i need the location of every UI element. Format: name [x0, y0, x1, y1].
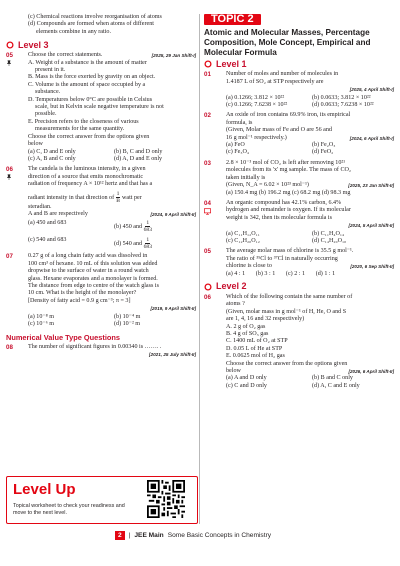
footer-separator: |	[128, 532, 131, 539]
option-a[interactable]: (a) 10⁻⁸ m	[28, 313, 54, 320]
topic-badge: TOPIC 2	[204, 14, 261, 25]
question-01	[204, 71, 394, 109]
question-text: A and B are respectively	[28, 210, 88, 217]
right-column	[204, 14, 394, 390]
question-text: An oxide of iron contains 69.9% iron, its empirical	[226, 112, 351, 119]
question-text: 100 cm³ of hexane. 10 mL of this solution was added	[28, 260, 158, 267]
level-1-heading	[204, 60, 394, 68]
question-text: Number of moles and number of molecules in	[226, 71, 339, 78]
option-c[interactable]: (c) 0.1266; 7.6238 × 10²²	[226, 102, 288, 109]
column-divider	[199, 14, 200, 524]
option-c[interactable]: (c) Fe₃O₄	[226, 149, 250, 156]
statement: E. Precision refers to the closeness of various	[28, 118, 139, 125]
option-text: elements combine in any ratio.	[36, 28, 111, 35]
option-b[interactable]: (b) C₁₁H₄O₁₄	[312, 230, 345, 237]
exam-reference: [2025, 4 April Shift-I]	[349, 87, 394, 93]
level-ring-icon	[6, 41, 14, 49]
option-d[interactable]: (d) FeO₂	[312, 149, 334, 156]
page-number: 2	[115, 531, 125, 540]
option-d[interactable]: (d) 540 and $\frac{1}{683}$	[114, 237, 153, 251]
option-a[interactable]: (a) 450 and 683	[28, 220, 67, 227]
option-c[interactable]: (c) C₁₂H₂₀O₁₂	[226, 237, 260, 244]
question-text: steradian.	[28, 203, 52, 210]
answer-options-row[interactable]: (a) 4 : 1 (b) 3 : 1 (c) 2 : 1 (d) 1 : 1	[226, 270, 336, 277]
question-text: atoms ?	[226, 301, 245, 308]
question-03	[204, 160, 394, 197]
level-3-heading	[6, 41, 196, 49]
statement: E. 0.0625 mol of H₂ gas	[226, 353, 285, 360]
answer-options	[28, 220, 196, 250]
question-text: weight is 342, then its molecular formula is	[226, 214, 332, 221]
fraction-1-over-683: $\frac{1}{683}$	[143, 220, 153, 234]
question-07	[6, 253, 196, 328]
option-d[interactable]: (d) 10⁻² m	[114, 321, 141, 327]
question-number: 03	[204, 159, 211, 167]
exam-reference: [2020, 6 Sep Shift-II]	[350, 264, 394, 270]
answer-options	[226, 142, 394, 157]
statement: measurements for the same quantity.	[35, 126, 125, 133]
question-number: 05	[204, 248, 211, 256]
question-text: radiant intensity in that direction of	[28, 194, 115, 201]
question-08	[6, 344, 196, 360]
level-2-label: Level 2	[216, 281, 247, 292]
option-c[interactable]: (c) 540 and 683	[28, 237, 67, 244]
exam-reference: [2019, 9 April Shift-II]	[150, 306, 196, 312]
question-text: Choose the correct statements.	[28, 52, 103, 59]
question-text: 16 g mol⁻¹ respectively.)	[226, 134, 287, 141]
question-text: 10 cm. What is the height of the monolayer?	[28, 290, 137, 297]
level-1-label: Level 1	[216, 58, 247, 69]
option-b[interactable]: (b) 10⁻⁴ m	[114, 313, 141, 320]
question-02	[204, 112, 394, 156]
pin-icon	[6, 174, 12, 180]
statement: possible.	[35, 111, 57, 118]
question-text: (Given, Molar mass of Fe and O are 56 and	[226, 127, 332, 134]
answer-options	[226, 95, 394, 110]
question-text: chlorine is close to	[226, 263, 272, 270]
option-c[interactable]: (c) 10⁻⁶ m	[28, 321, 54, 327]
question-text: direction of a source that emits monochromatic	[28, 173, 144, 180]
question-05-right	[204, 248, 394, 278]
question-06	[6, 166, 196, 250]
question-number: 04	[204, 199, 211, 207]
question-text: molecules from its 'x' mg sample. The mass of CO₂	[226, 167, 352, 174]
question-number: 05	[6, 52, 13, 60]
question-text: (Given, molar mass in g mol⁻¹ of H, He, O and S	[226, 308, 347, 315]
book-title: JEE Main	[134, 532, 164, 539]
level-up-box[interactable]	[6, 476, 198, 524]
level-ring-icon	[204, 283, 212, 291]
level-up-title: Level Up	[13, 481, 76, 498]
left-column	[6, 14, 196, 360]
statement: D. Temperatures below 0°C are possible in Celsius	[28, 96, 153, 103]
option-text: (d) Compounds are formed when atoms of different	[28, 21, 154, 28]
question-text: Choose the correct answer from the options given	[226, 360, 348, 367]
question-05	[6, 52, 196, 163]
statement: Choose the correct answer from the options given	[28, 133, 150, 140]
question-04	[204, 200, 394, 245]
answer-options	[28, 314, 196, 329]
fraction-1-over-683: $\frac{1}{683}$	[143, 237, 153, 251]
question-text: taken initially is	[226, 174, 266, 181]
question-number: 01	[204, 71, 211, 79]
computer-icon	[204, 208, 211, 215]
option-a[interactable]: (a) 0.1266; 3.812 × 10²²	[226, 94, 285, 101]
exam-reference: [2024, 9 April Shift-II]	[150, 211, 196, 217]
option-text: (c) Chemical reactions involve reorganisation of atoms	[28, 14, 162, 20]
question-text: 2.8 × 10⁻³ mol of CO₂ is left after removing 10²¹	[226, 159, 346, 166]
option-a[interactable]: (a) C₁₁H₁₂O₁₁	[226, 230, 260, 237]
option-d[interactable]: (d) C₁₄H₂₀O₁₀	[312, 237, 347, 244]
question-text: are 1, 4, 16 and 32 respectively)	[226, 316, 305, 323]
question-number: 06	[6, 166, 13, 174]
exam-reference: [2026, 6 April Shift-II]	[348, 369, 394, 375]
question-number: 08	[6, 343, 13, 351]
option-a[interactable]: (a) A and D only	[226, 375, 267, 382]
exam-reference: [2025, 29 Jan Shift-I]	[151, 53, 196, 59]
question-text: hydrogen and remainder is oxygen. If its molecular	[226, 207, 351, 214]
question-text: 0.27 g of a long chain fatty acid was dissolved in	[28, 253, 148, 260]
question-text: An organic compound has 42.1% carbon, 6.4%	[226, 199, 342, 206]
question-number: 02	[204, 112, 211, 120]
level-3-label: Level 3	[18, 39, 49, 50]
question-06-right	[204, 294, 394, 390]
fraction-1-over-b: $\frac{1}{B}$	[116, 190, 120, 204]
statement: D. 0.05 L of He at STP	[226, 345, 283, 352]
question-text: The average molar mass of chlorine is 35.5 g mol⁻¹.	[226, 248, 354, 255]
option-b[interactable]: (b) 450 and $\frac{1}{683}$	[114, 220, 153, 234]
question-text: dropwise to the surface of water in a round watch	[28, 268, 149, 275]
statement: below	[28, 141, 43, 148]
question-text: 1.4187 L of SO₂ at STP respectively are	[226, 78, 324, 85]
statement: B. 4 g of SO₃ gas	[226, 331, 269, 337]
option-b[interactable]: (b) B and C only	[312, 375, 353, 382]
statement: A. 2 g of O₂ gas	[226, 323, 266, 330]
answer-options	[226, 231, 394, 246]
exam-reference: [2025, 23 Jan Shift-II]	[348, 183, 394, 189]
question-text: The distance from edge to centre of the watch glass is	[28, 282, 159, 289]
exam-reference: [2021, 25 July Shift-II]	[149, 352, 196, 358]
level-up-description: Topical worksheet to check your readiness and move to the next level.	[13, 503, 125, 516]
statement: A. Weight of a substance is the amount of matter	[28, 59, 147, 66]
option-b[interactable]: (b) B, C and D only	[114, 148, 163, 155]
question-number: 06	[204, 293, 211, 301]
chapter-title: Some Basic Concepts in Chemistry	[167, 532, 272, 539]
question-text: glass. Hexane evaporates and a monolayer is formed.	[28, 275, 158, 282]
level-2-heading	[204, 283, 394, 291]
question-text: Which of the following contain the same number of	[226, 293, 353, 300]
option-c[interactable]: (c) C and D only	[226, 382, 267, 389]
statement: B. Mass is the force exerted by gravity on an object.	[28, 74, 156, 81]
statement: C. Volume is the amount of space occupied by a	[28, 81, 146, 88]
option-d[interactable]: (d) 0.0633; 7.6238 × 10²²	[312, 102, 374, 109]
exam-reference: [2024, 5 April Shift-II]	[348, 223, 394, 229]
question-text: (Given, N_A = 6.02 × 10²³ mol⁻¹)	[226, 182, 309, 189]
question-number: 07	[6, 253, 13, 261]
question-text: below	[226, 368, 241, 375]
question-text: [Density of fatty acid = 0.9 g cm⁻³; π = 3]	[28, 297, 131, 304]
option-a[interactable]: (a) FeO	[226, 142, 245, 149]
question-text: formula, is	[226, 119, 253, 126]
option-c[interactable]: (c) A, B and C only	[28, 155, 76, 162]
question-text: The number of significant figures in 0.00340 is ……. .	[28, 343, 162, 350]
answer-options	[226, 375, 394, 390]
qr-code-icon[interactable]	[147, 480, 185, 518]
option-b[interactable]: (b) 0.0633; 3.812 × 10²²	[312, 94, 371, 101]
question-text: radiation of frequency A × 10¹² hertz and that has a	[28, 181, 153, 188]
statement: scale, but in Kelvin scale negative temperature is not	[35, 104, 164, 111]
question-text: watt per	[122, 194, 142, 201]
level-ring-icon	[204, 60, 212, 68]
option-b[interactable]: (b) Fe₂O₃	[312, 142, 336, 149]
answer-options-row[interactable]: (a) 150.4 mg (b) 196.2 mg (c) 68.2 mg (d) 98.3 mg	[226, 189, 351, 196]
statement: C. 1400 mL of O₂ at STP	[226, 338, 288, 345]
option-d[interactable]: (d) A, D and E only	[114, 155, 163, 162]
statement: substance.	[35, 89, 61, 96]
question-text: The ratio of ³⁵Cl to ³⁷Cl in naturally occurring	[226, 255, 338, 262]
option-d[interactable]: (d) A, C and E only	[312, 382, 360, 389]
pin-icon	[6, 60, 12, 66]
exam-reference: [2024, 6 April Shift-I]	[349, 135, 394, 141]
statement: present in it.	[35, 67, 66, 74]
question-text: The candela is the luminous intensity, in a given	[28, 166, 146, 173]
answer-options	[28, 149, 196, 164]
option-a[interactable]: (a) C, D and E only	[28, 148, 76, 155]
page-footer	[115, 531, 271, 540]
topic-title: Atomic and Molecular Masses, Percentage Composition, Mole Concept, Empirical and Molecular Formula	[204, 28, 371, 58]
numerical-section-heading: Numerical Value Type Questions	[6, 333, 121, 343]
